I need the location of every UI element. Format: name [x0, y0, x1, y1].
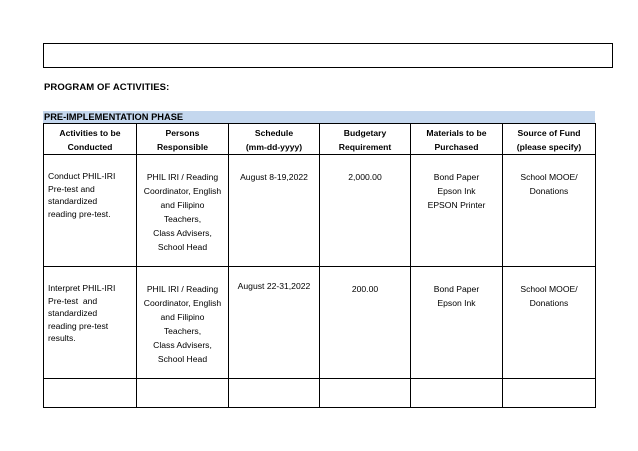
header-line: Activities to be — [59, 128, 121, 138]
persons-cell — [137, 155, 229, 267]
header-line: Responsible — [156, 142, 209, 152]
materials-line: Bond Paper — [433, 284, 480, 294]
empty-table-row — [44, 379, 596, 408]
header-activities — [44, 124, 137, 155]
activity-line: reading pre-test. — [48, 208, 111, 219]
table-row — [44, 155, 596, 267]
top-empty-box — [43, 43, 613, 68]
activity-line: Conduct PHIL-IRI — [48, 171, 116, 181]
persons-line: Teachers, — [163, 326, 202, 336]
header-line: Purchased — [434, 142, 479, 152]
header-line: Budgetary — [343, 128, 387, 138]
persons-line: and Filipino — [160, 200, 205, 210]
materials-line: Epson Ink — [437, 186, 476, 196]
table-row — [44, 267, 596, 379]
persons-line: and Filipino — [160, 312, 205, 322]
header-materials — [411, 124, 503, 155]
empty-cell — [411, 379, 503, 408]
materials-line: Epson Ink — [437, 298, 476, 308]
header-line: Conducted — [67, 142, 113, 152]
header-line: Materials to be — [426, 128, 487, 138]
persons-line: Class Advisers, — [153, 340, 212, 350]
source-cell — [503, 267, 596, 379]
source-line: Donations — [529, 186, 569, 196]
source-cell — [503, 155, 596, 267]
persons-line: Teachers, — [163, 214, 202, 224]
activity-line: reading pre-test — [48, 320, 109, 331]
source-line: School MOOE/ — [520, 284, 578, 294]
empty-cell — [137, 379, 229, 408]
persons-line: Coordinator, English — [143, 298, 222, 308]
budget-cell: 2,000.00 — [320, 155, 411, 267]
schedule-cell: August 8-19,2022 — [229, 155, 320, 267]
persons-line: PHIL IRI / Reading — [146, 172, 219, 182]
activity-line: Interpret PHIL-IRI — [48, 283, 116, 293]
header-schedule — [229, 124, 320, 155]
header-line: Source of Fund — [517, 128, 581, 138]
empty-cell — [229, 379, 320, 408]
header-persons — [137, 124, 229, 155]
header-line: Requirement — [338, 142, 392, 152]
materials-line: EPSON Printer — [427, 200, 486, 210]
phase-header: PRE-IMPLEMENTATION PHASE — [43, 111, 595, 123]
persons-line: Coordinator, English — [143, 186, 222, 196]
header-line: (mm-dd-yyyy) — [245, 142, 303, 152]
activity-line: Pre-test and — [48, 183, 95, 194]
header-line: (please specify) — [516, 142, 582, 152]
materials-cell — [411, 155, 503, 267]
persons-line: Class Advisers, — [153, 228, 212, 238]
budget-cell: 200.00 — [320, 267, 411, 379]
activity-line: standardized — [48, 196, 98, 206]
persons-line: School Head — [157, 242, 208, 252]
empty-cell — [44, 379, 137, 408]
persons-line: PHIL IRI / Reading — [146, 284, 219, 294]
activities-table — [43, 123, 596, 408]
empty-cell — [503, 379, 596, 408]
persons-line: School Head — [157, 354, 208, 364]
program-title: PROGRAM OF ACTIVITIES: — [44, 82, 170, 93]
activity-cell — [44, 155, 137, 267]
materials-line: Bond Paper — [433, 172, 480, 182]
header-budget — [320, 124, 411, 155]
header-line: Persons — [165, 128, 200, 138]
persons-cell — [137, 267, 229, 379]
activity-line: results. — [48, 333, 76, 343]
empty-cell — [320, 379, 411, 408]
activity-cell — [44, 267, 137, 379]
schedule-cell: August 22-31,2022 — [229, 267, 320, 379]
table-header-row — [44, 124, 596, 155]
activity-line: Pre-test and — [48, 295, 98, 306]
source-line: School MOOE/ — [520, 172, 578, 182]
source-line: Donations — [529, 298, 569, 308]
header-source — [503, 124, 596, 155]
header-line: Schedule — [254, 128, 294, 138]
materials-cell — [411, 267, 503, 379]
activity-line: standardized — [48, 308, 98, 318]
